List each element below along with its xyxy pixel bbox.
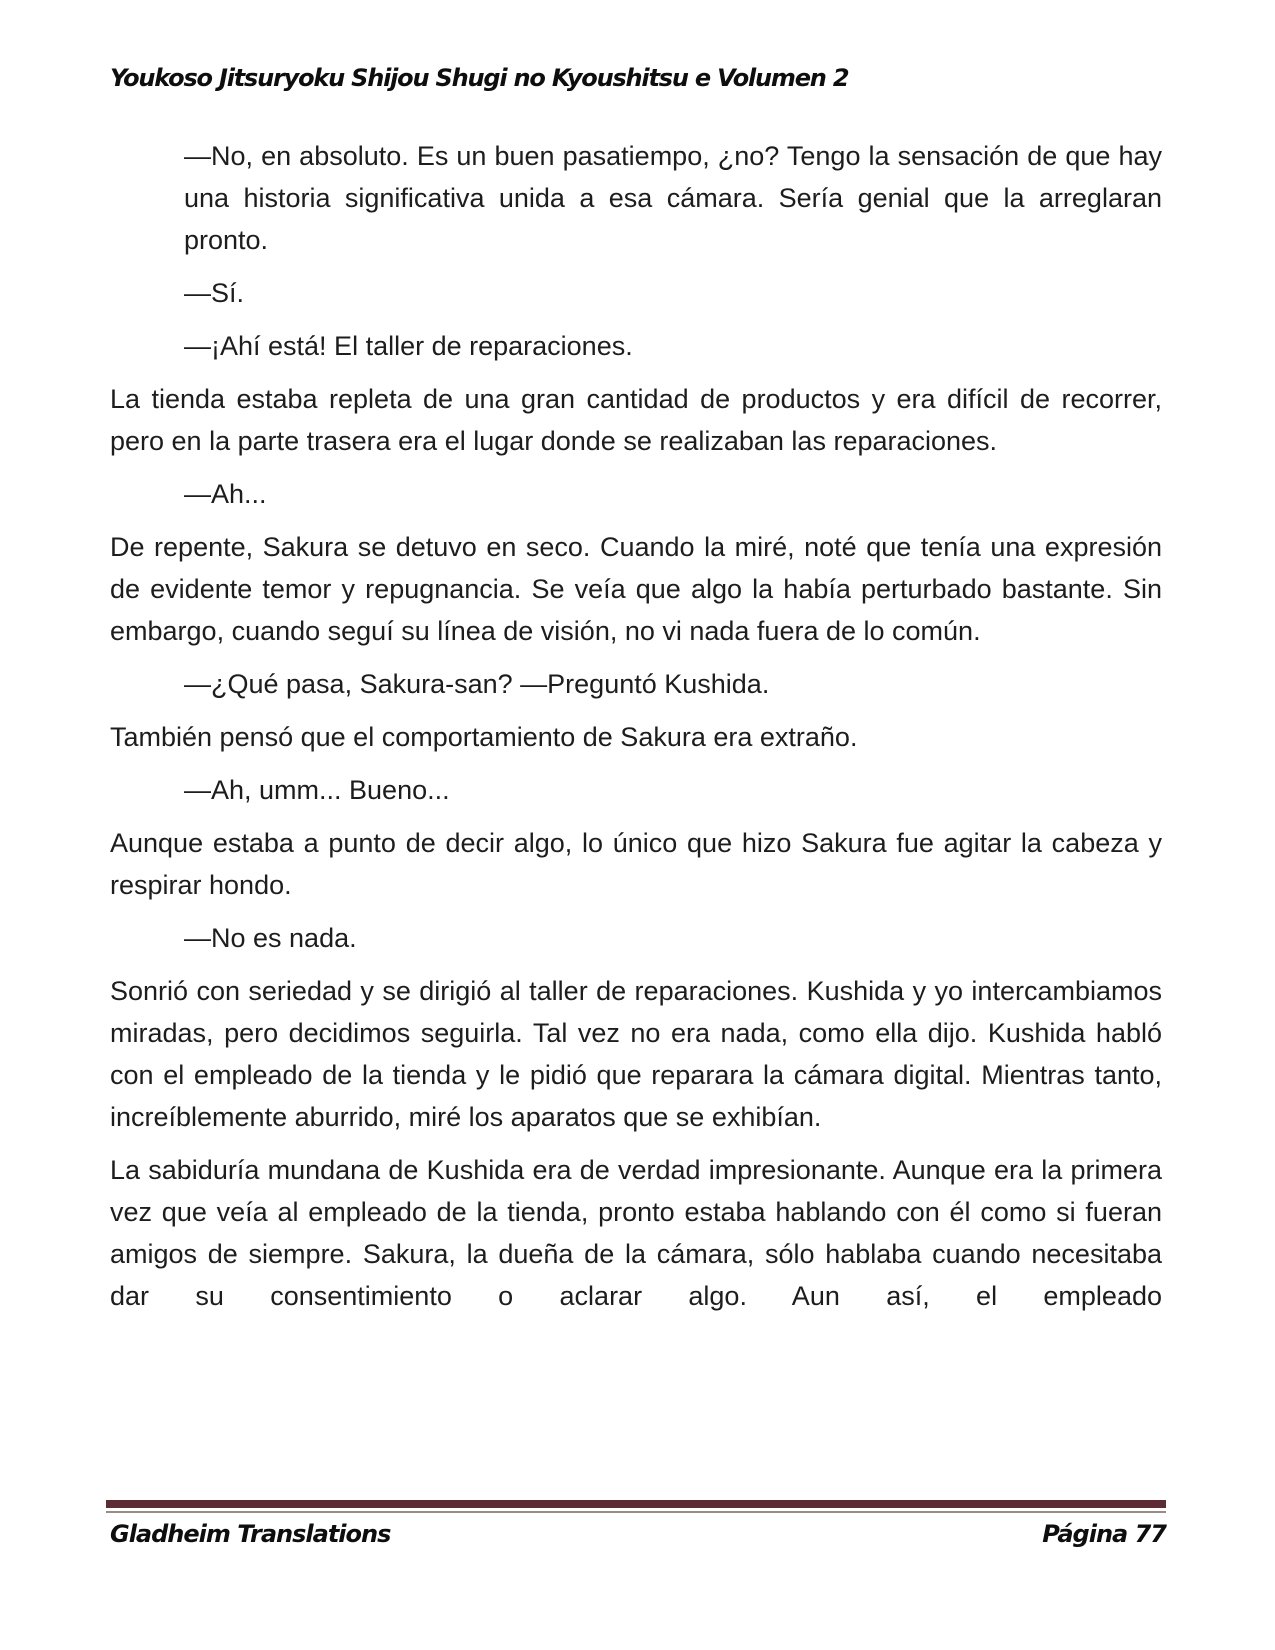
dialogue-line: —Ah, umm... Bueno... [184, 775, 450, 805]
page-header [110, 64, 1160, 92]
dialogue-line: —¡Ahí está! El taller de reparaciones. [184, 331, 633, 361]
footer-divider-thin-line [106, 1511, 1166, 1513]
narrative-paragraph: La tienda estaba repleta de una gran cantidad de productos y era difícil de recorrer, pero en la parte trasera era el lugar donde se realizaban las reparaciones. [110, 384, 1162, 456]
narrative-paragraph: De repente, Sakura se detuvo en seco. Cuando la miré, noté que tenía una expresión de evidente temor y repugnancia. Se veía que algo la había perturbado bastante. Sin embargo, cuando seguí su línea de visión, no vi nada fuera de lo común. [110, 532, 1162, 646]
dialogue-line: —¿Qué pasa, Sakura-san? —Preguntó Kushida. [184, 669, 770, 699]
page-footer [110, 1520, 1166, 1548]
narrative-paragraph: La sabiduría mundana de Kushida era de verdad impresionante. Aunque era la primera vez que veía al empleado de la tienda, pronto estaba hablando con él como si fueran amigos de siempre. Sakura, la dueña de la cámara, sólo hablaba cuando necesitaba dar su consentimiento o aclarar algo. Aun así, el empleado [110, 1155, 1162, 1311]
narrative-paragraph: Sonrió con seriedad y se dirigió al taller de reparaciones. Kushida y yo intercambiamos miradas, pero decidimos seguirla. Tal vez no era nada, como ella dijo. Kushida habló con el empleado de la tienda y le pidió que reparara la cámara digital. Mientras tanto, increíblemente aburrido, miré los aparatos que se exhibían. [110, 976, 1162, 1132]
volume-title: Youkoso Jitsuryoku Shijou Shugi no Kyoushitsu e Volumen 2 [110, 64, 849, 92]
dialogue-line: —No, en absoluto. Es un buen pasatiempo, ¿no? Tengo la sensación de que hay una historia significativa unida a esa cámara. Sería genial que la arreglaran pronto. [184, 141, 1162, 255]
dialogue-line: —No es nada. [184, 923, 357, 953]
translator-credit: Gladheim Translations [110, 1520, 391, 1548]
footer-divider [106, 1500, 1166, 1513]
dialogue-line: —Ah... [184, 479, 267, 509]
footer-divider-thick-bar [106, 1500, 1166, 1508]
dialogue-line: —Sí. [184, 278, 245, 308]
narrative-paragraph: Aunque estaba a punto de decir algo, lo único que hizo Sakura fue agitar la cabeza y respirar hondo. [110, 828, 1162, 900]
page-body [110, 135, 1162, 1328]
page-number: Página 77 [1042, 1520, 1166, 1548]
narrative-paragraph: También pensó que el comportamiento de Sakura era extraño. [110, 722, 858, 752]
